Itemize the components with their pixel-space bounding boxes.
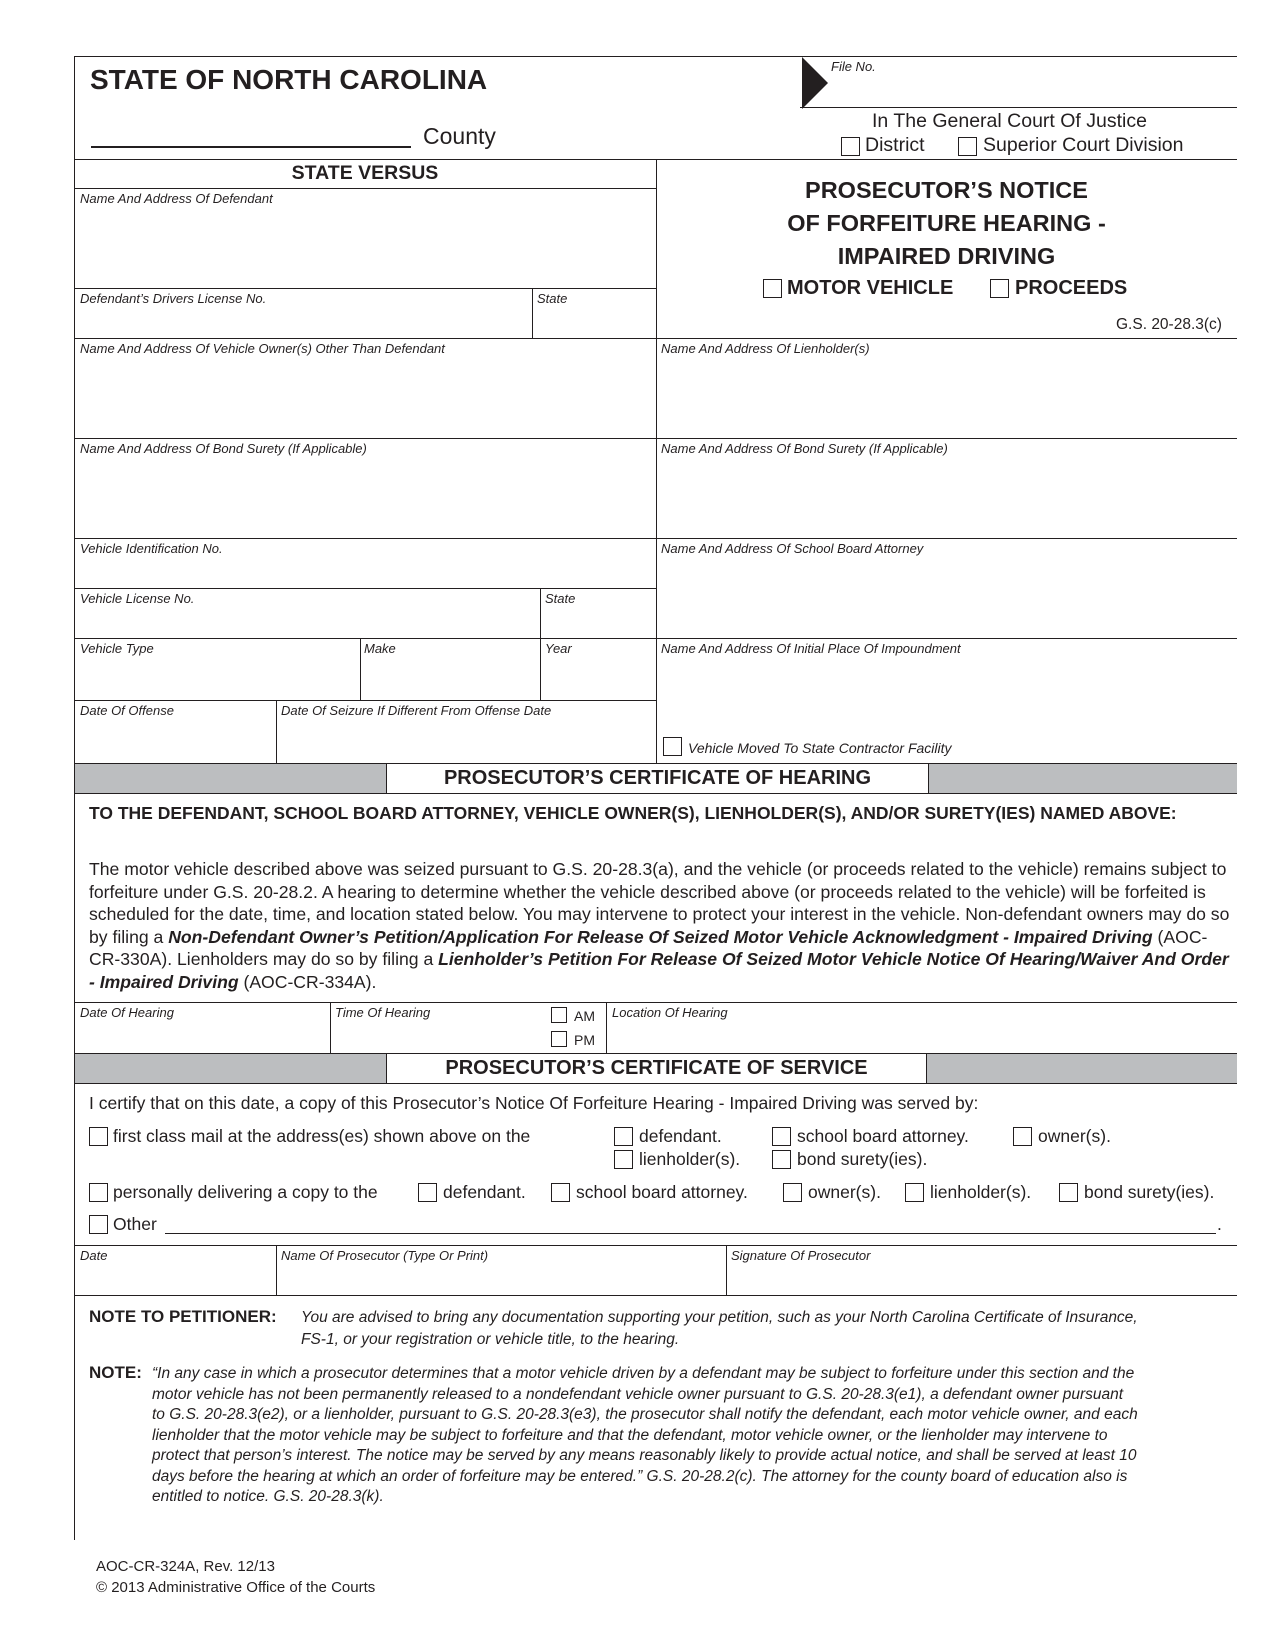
note-line: motor vehicle has not been permanently released to a nondefendant vehicle owner pursuant to G.S. 20-28.3(e1), a defendant owner pursuant (152, 1385, 1124, 1403)
note-to-petitioner-line1: You are advised to bring any documentation supporting your petition, such as your North Carolina Certificate of Insurance, (301, 1309, 1138, 1326)
prosecutor-name-label: Name Of Prosecutor (Type Or Print) (281, 1248, 489, 1263)
am-label: AM (574, 1008, 595, 1024)
divider (330, 1002, 331, 1054)
divider (74, 588, 656, 589)
divider (74, 700, 656, 701)
file-no-arrow-icon (802, 57, 828, 109)
hearing-paragraph (89, 858, 1234, 993)
motor-vehicle-checkbox[interactable] (763, 279, 782, 298)
make-input[interactable] (362, 656, 538, 698)
personal-delivery-label: personally delivering a copy to the (113, 1182, 378, 1202)
divider (74, 438, 1237, 439)
other-label: Other (113, 1214, 157, 1234)
personal-owner-label: owner(s). (808, 1182, 881, 1202)
statute-reference: G.S. 20-28.3(c) (1116, 316, 1222, 333)
non-defendant-form-title: Non-Defendant Owner’s Petition/Application For Release Of Seized Motor Vehicle Acknowledgment - Impaired Driving (168, 926, 1153, 947)
personal-lienholder-checkbox[interactable] (905, 1183, 924, 1202)
year-input[interactable] (542, 656, 654, 698)
mail-lienholder-label: lienholder(s). (639, 1149, 741, 1169)
note-line: lienholder that the motor vehicle may be subject to forfeiture and that the defendant, motor vehicle owner, or the lienholder may intervene to (152, 1426, 1108, 1444)
form-title-line1: PROSECUTOR’S NOTICE (805, 177, 1088, 203)
file-no-input[interactable] (830, 72, 1237, 106)
vin-label: Vehicle Identification No. (80, 541, 223, 556)
mail-owner-label: owner(s). (1038, 1126, 1111, 1146)
bond-surety-input-left[interactable] (76, 456, 654, 536)
divider (360, 638, 361, 700)
motor-vehicle-label: MOTOR VEHICLE (787, 277, 954, 299)
proceeds-checkbox[interactable] (990, 279, 1009, 298)
hearing-text-1: The motor vehicle described above was seized pursuant to G.S. 20-28.3(a), and the vehicle (or proceeds related to the vehicle) remains subject to forfeiture under G.S. 20-28.2. A hearing to determine whether the vehicle described above (or proceeds related to the vehicle) will be forfeited is scheduled for the date, time, and location stated below. You may intervene to protect your interest in the vehicle. Non-defendant owners may do so by filing a (89, 859, 1230, 947)
mail-school-board-checkbox[interactable] (772, 1127, 791, 1146)
state-title: STATE OF NORTH CAROLINA (90, 64, 488, 95)
hearing-location-label: Location Of Hearing (612, 1005, 728, 1020)
county-input-line[interactable] (91, 146, 411, 148)
make-label: Make (364, 641, 396, 656)
lienholder-input[interactable] (658, 356, 1236, 436)
personal-school-board-label: school board attorney. (576, 1182, 748, 1202)
bond-surety-input-right[interactable] (658, 456, 1236, 536)
mail-lienholder-checkbox[interactable] (614, 1150, 633, 1169)
divider (276, 700, 277, 763)
pm-label: PM (574, 1032, 595, 1048)
divider (276, 1245, 277, 1295)
moved-to-contractor-checkbox[interactable] (663, 737, 682, 756)
defendant-name-address-input[interactable] (76, 206, 654, 286)
personal-defendant-label: defendant. (443, 1182, 526, 1202)
note-line: days before the hearing at which an order of forfeiture may be entered.” G.S. 20-28.2(c). The attorney for the county board of education also is (152, 1467, 1128, 1485)
vehicle-license-label: Vehicle License No. (80, 591, 195, 606)
bond-surety-label-left: Name And Address Of Bond Surety (If Applicable) (80, 441, 367, 456)
note-heading: NOTE: (89, 1363, 142, 1382)
prosecutor-name-input[interactable] (278, 1263, 724, 1293)
personal-delivery-checkbox[interactable] (89, 1183, 108, 1202)
form-id: AOC-CR-324A, Rev. 12/13 (96, 1558, 275, 1575)
hearing-time-label: Time Of Hearing (335, 1005, 431, 1020)
prosecutor-signature-label: Signature Of Prosecutor (731, 1248, 871, 1263)
date-of-offense-label: Date Of Offense (80, 703, 174, 718)
divider (74, 288, 656, 289)
divider (726, 1245, 727, 1295)
proceeds-label: PROCEEDS (1015, 277, 1128, 299)
form-title-line3: IMPAIRED DRIVING (837, 243, 1056, 269)
hearing-text-2: (AOC-CR-330A). Lienholders may do so by filing a (89, 926, 1208, 969)
other-checkbox[interactable] (89, 1215, 108, 1234)
prosecutor-signature-input[interactable] (728, 1263, 1236, 1293)
first-class-mail-label: first class mail at the address(es) shown above on the (113, 1126, 531, 1146)
file-no-underline (800, 107, 1237, 108)
hearing-time-input[interactable] (332, 1020, 542, 1052)
hearing-text-3: (AOC-CR-334A). (238, 971, 377, 992)
note-body (152, 1364, 1138, 1508)
top-border (74, 56, 1237, 57)
personal-school-board-checkbox[interactable] (551, 1183, 570, 1202)
vehicle-license-input[interactable] (76, 606, 538, 636)
vin-input[interactable] (76, 556, 654, 586)
form-title-line2: OF FORFEITURE HEARING - (787, 210, 1106, 236)
divider (74, 538, 1237, 539)
year-label: Year (545, 641, 572, 656)
personal-owner-checkbox[interactable] (783, 1183, 802, 1202)
vehicle-owner-input[interactable] (76, 356, 654, 436)
vehicle-type-input[interactable] (76, 656, 358, 698)
divider (74, 638, 1237, 639)
service-date-input[interactable] (76, 1263, 274, 1293)
divider (540, 588, 541, 700)
superior-court-checkbox[interactable] (958, 137, 977, 156)
copyright: © 2013 Administrative Office of the Courts (96, 1579, 376, 1596)
other-line-period: . (1217, 1214, 1222, 1234)
drivers-license-input[interactable] (76, 306, 530, 336)
school-board-attorney-label: Name And Address Of School Board Attorney (661, 541, 924, 556)
impoundment-label: Name And Address Of Initial Place Of Impoundment (661, 641, 961, 656)
court-label: In The General Court Of Justice (872, 110, 1147, 132)
personal-bond-surety-checkbox[interactable] (1059, 1183, 1078, 1202)
state-versus-heading: STATE VERSUS (291, 162, 439, 184)
superior-court-label: Superior Court Division (983, 134, 1184, 156)
divider (74, 338, 1237, 339)
hearing-section-title: PROSECUTOR’S CERTIFICATE OF HEARING (386, 764, 929, 793)
divider (74, 1002, 1237, 1003)
drivers-license-state-input[interactable] (534, 306, 654, 336)
note-line: to G.S. 20-28.3(e2), or a lienholder, pursuant to G.S. 20-28.3(e3), the prosecutor shall notify the defendant, each motor vehicle owner, and each (152, 1406, 1138, 1423)
mail-school-board-label: school board attorney. (797, 1126, 969, 1146)
moved-to-contractor-label: Vehicle Moved To State Contractor Facility (688, 740, 952, 756)
district-checkbox[interactable] (841, 137, 860, 156)
mail-bond-surety-label: bond surety(ies). (797, 1149, 928, 1169)
vehicle-license-state-label: State (545, 591, 576, 606)
file-no-label: File No. (831, 59, 876, 74)
divider (74, 1083, 1237, 1084)
note-line: “In any case in which a prosecutor determines that a motor vehicle driven by a defendant may be subject to forfeiture under this section and the (152, 1365, 1135, 1382)
date-of-seizure-label: Date Of Seizure If Different From Offense Date (281, 703, 552, 718)
note-line: entitled to notice. G.S. 20-28.3(k). (152, 1488, 384, 1505)
personal-lienholder-label: lienholder(s). (930, 1182, 1032, 1202)
vehicle-license-state-input[interactable] (542, 606, 654, 636)
drivers-license-label: Defendant’s Drivers License No. (80, 291, 267, 306)
divider (74, 188, 656, 189)
divider (606, 1002, 607, 1054)
date-of-seizure-input[interactable] (278, 718, 654, 760)
impoundment-input[interactable] (658, 656, 1236, 736)
mail-defendant-label: defendant. (639, 1126, 722, 1146)
district-label: District (865, 134, 925, 156)
lienholder-form-title: Lienholder’s Petition For Release Of Seized Motor Vehicle Notice Of Hearing/Waiver And Order - Impaired Driving (89, 949, 1229, 992)
drivers-license-state-label: State (537, 291, 568, 306)
certify-statement: I certify that on this date, a copy of this Prosecutor’s Notice Of Forfeiture Hearing - Impaired Driving was served by: (89, 1093, 979, 1113)
note-to-petitioner-line2: FS-1, or your registration or vehicle title, to the hearing. (301, 1331, 680, 1348)
divider (532, 288, 533, 338)
first-class-mail-checkbox[interactable] (89, 1127, 108, 1146)
note-to-petitioner-heading: NOTE TO PETITIONER: (89, 1307, 277, 1326)
mail-bond-surety-checkbox[interactable] (772, 1150, 791, 1169)
bond-surety-label-right: Name And Address Of Bond Surety (If Applicable) (661, 441, 948, 456)
personal-bond-surety-label: bond surety(ies). (1084, 1182, 1215, 1202)
divider (74, 793, 1237, 794)
divider (74, 1245, 1237, 1246)
lienholder-label: Name And Address Of Lienholder(s) (661, 341, 870, 356)
note-line: protect that person’s interest. The notice may be served by any means reasonably likely to provide actual notice, and shall be served at least 10 (152, 1447, 1137, 1464)
am-checkbox[interactable] (551, 1007, 567, 1023)
defendant-name-address-label: Name And Address Of Defendant (80, 191, 273, 206)
mail-defendant-checkbox[interactable] (614, 1127, 633, 1146)
personal-defendant-checkbox[interactable] (418, 1183, 437, 1202)
vehicle-type-label: Vehicle Type (80, 641, 154, 656)
hearing-date-input[interactable] (76, 1020, 328, 1052)
school-board-attorney-input[interactable] (658, 556, 1236, 636)
left-border (74, 56, 75, 1540)
service-date-label: Date (80, 1248, 108, 1263)
other-input-line[interactable] (165, 1233, 1216, 1234)
pm-checkbox[interactable] (551, 1031, 567, 1047)
date-of-offense-input[interactable] (76, 718, 274, 760)
hearing-location-input[interactable] (608, 1020, 1236, 1052)
hearing-date-label: Date Of Hearing (80, 1005, 174, 1020)
hearing-addressee: TO THE DEFENDANT, SCHOOL BOARD ATTORNEY, VEHICLE OWNER(S), LIENHOLDER(S), AND/OR SURETY(IES) NAMED ABOVE: (89, 803, 1177, 823)
county-label: County (423, 123, 496, 149)
service-section-title: PROSECUTOR’S CERTIFICATE OF SERVICE (386, 1054, 927, 1083)
vehicle-owner-label: Name And Address Of Vehicle Owner(s) Other Than Defendant (80, 341, 445, 356)
mail-owner-checkbox[interactable] (1013, 1127, 1032, 1146)
divider (74, 1295, 1237, 1296)
